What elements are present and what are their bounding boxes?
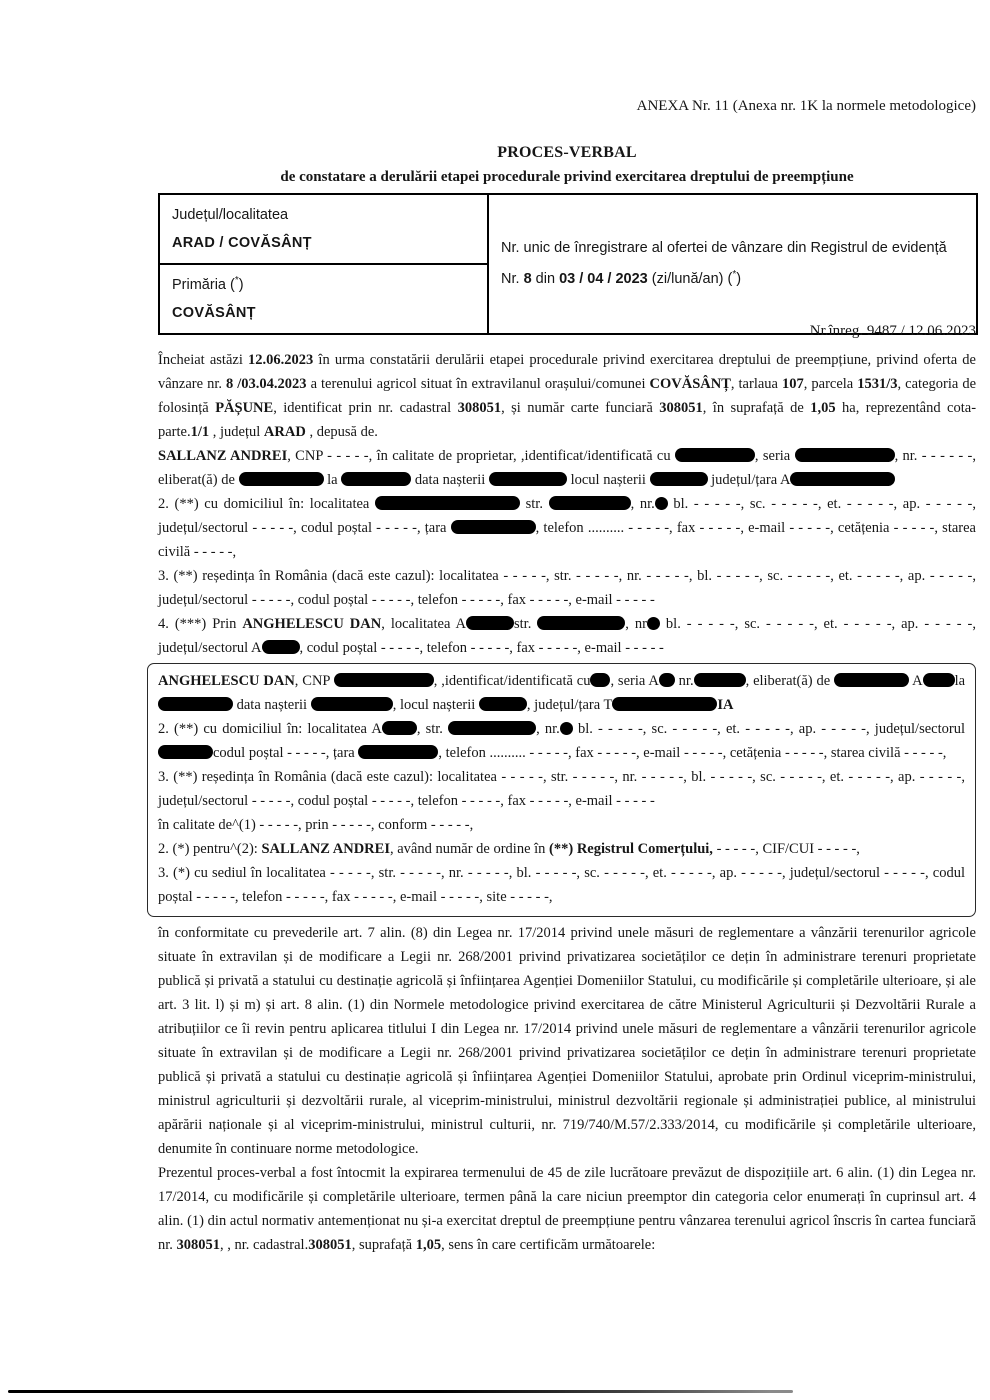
- redaction-mark: [451, 520, 536, 534]
- bold-text: (**) Registrul Comerțului,: [549, 841, 713, 857]
- registration-table: [158, 193, 978, 335]
- redaction-mark: [549, 496, 631, 510]
- intro-paragraph: Încheiat astăzi 12.06.2023 în urma constatării derulării etapei procedurale privind exercitarea dreptului de preempțiune, privind oferta de vânzare nr. 8 /03.04.2023 a terenului agricol situat în extravilanul orașului/comunei COVĂSÂNȚ, tarlaua 107, parcela 1531/3, categoria de folosință PĂȘUNE, identificat prin nr. cadastral 308051, și număr carte funciară 308051, în suprafață de 1,05 ha, reprezentând cota-parte.1/1 , județul ARAD , depusă de.: [158, 352, 977, 440]
- bold-text: 308051: [659, 400, 703, 416]
- bold-text: 308051: [176, 1237, 221, 1253]
- bold-text: SALLANZ ANDREI: [261, 841, 390, 857]
- bold-text: 1/1: [190, 424, 210, 440]
- representative-domicile-paragraph: 2. (**) cu domiciliul în: localitatea A , str. , nr. bl. - - - - -, sc. - - - - -, et. - - - - -, ap. - - - - -, județul/sectorul codul poștal - - - - -, țara , telefon .......... - - - - -, fax - - - - -, e-mail - - - - -, cetățenia - - - - -, starea civilă - - - - -,: [158, 721, 965, 761]
- redaction-mark: [448, 721, 536, 735]
- redaction-mark: [489, 472, 567, 486]
- bold-text: ARAD: [263, 424, 306, 440]
- redaction-mark: [382, 721, 417, 735]
- page-bottom-rule: [8, 1390, 793, 1393]
- redaction-mark: [334, 673, 434, 687]
- redaction-mark: [694, 673, 746, 687]
- redaction-mark: [158, 697, 233, 711]
- legal-basis-paragraph: în conformitate cu prevederile art. 7 alin. (8) din Legea nr. 17/2014 privind unele măsuri de reglementare a vânzării terenurilor agricole situate în extravilan și de modificare a Legii nr. 268/2001 privind privatizarea societăților ce dețin în administrare terenuri proprietate publică și privată a statului cu destinație agricolă și înființarea Agenției Domeniilor Statului, cu modificările și completările ulterioare, și ale art. 3 lit. l) și m) și art. 8 alin. (1) din Normele metodologice privind exercitarea de către Ministerul Agriculturii și Dezvoltării Rurale a atribuțiilor ce îi revin pentru aplicarea titlului I din Legea nr. 17/2014 privind unele măsuri de reglementare a vânzării terenurilor agricole situate în extravilan și de modificare a Legii nr. 268/2001 privind privatizarea societăților ce dețin în administrare terenuri proprietate publică și privată a statului cu destinație agricolă și înființarea Agenției Domeniilor Statului, aprobate prin Ordinul viceprim-ministrului, ministrul agriculturii și dezvoltării rurale, al viceprim-ministrului, ministrul dezvoltării regionale și administrației publice, al ministrului apărării naționale și al viceprim-ministrului, ministrul culturii, nr. 719/740/M.57/2.333/2014, cu modificările și completările ulterioare, denumite în continuare norme metodologice.: [158, 925, 976, 1157]
- table-row: [159, 194, 977, 264]
- registration-caption: Nr. unic de înregistrare al ofertei de vânzare din Registrul de evidență: [501, 240, 947, 256]
- redaction-mark: [790, 472, 895, 486]
- bold-text: 308051: [457, 400, 502, 416]
- document-title: PROCES-VERBAL: [497, 144, 637, 161]
- representative-residence-paragraph: 3. (**) reședința în România (dacă este cazul): localitatea - - - - -, str. - - - - -, nr. - - - - -, bl. - - - - -, sc. - - - - -, et. - - - - -, ap. - - - - -, județul/sectorul - - - - -, codul poștal - - - - -, telefon - - - - -, fax - - - - -, e-mail - - - - -: [158, 769, 965, 809]
- bold-text: PĂȘUNE: [215, 400, 274, 416]
- representative-identity-paragraph: ANGHELESCU DAN, CNP , ,identificat/identificată cu , seria A nr. , eliberat(ă) de A la data nașterii , locul nașterii , județul/țara T IA: [158, 673, 966, 713]
- seller-residence-paragraph: 3. (**) reședința în România (dacă este cazul): localitatea - - - - -, str. - - - - -, nr. - - - - -, bl. - - - - -, sc. - - - - -, et. - - - - -, ap. - - - - -, județul/sectorul - - - - -, codul poștal - - - - -, telefon - - - - -, fax - - - - -, e-mail - - - - -: [158, 568, 976, 608]
- seller-domicile-paragraph: 2. (**) cu domiciliul în: localitatea str. , nr. bl. - - - - -, sc. - - - - -, et. - - - - -, ap. - - - - -, județul/sectorul - - - - -, codul poștal - - - - -, țara , telefon .......... - - - - -, fax - - - - -, e-mail - - - - -, cetățenia - - - - -, starea civilă - - - - -,: [158, 496, 976, 560]
- representative-seat-paragraph: 3. (*) cu sediul în localitatea - - - - -, str. - - - - -, nr. - - - - -, bl. - - - - -, sc. - - - - -, et. - - - - -, ap. - - - - -, județul/sectorul - - - - -, codul poștal - - - - -, telefon - - - - -, fax - - - - -, e-mail - - - - -, site - - - - -,: [158, 865, 965, 905]
- redaction-mark: [466, 616, 514, 630]
- bold-text: 8: [523, 271, 532, 287]
- registry-entry-number: Nr.înreg. 9487 / 12.06.2023: [809, 323, 976, 339]
- bold-text: ANGHELESCU DAN: [242, 616, 382, 632]
- redaction-mark: [795, 448, 895, 462]
- redaction-mark: [834, 673, 909, 687]
- closing-paragraph: Prezentul proces-verbal a fost întocmit la expirarea termenului de 45 de zile lucrătoare prevăzut de dispozițiile art. 6 alin. (1) din Legea nr. 17/2014, cu modificările și completările ulterioare, termen până la care niciun preemptor din categoria celor enumerați în cuprinsul art. 4 alin. (1) din actul normativ antemenționat nu și-a exercitat dreptul de preempțiune pentru vânzarea terenului agricol înscris în cartea funciară nr. 308051, , nr. cadastral.308051, suprafață 1,05, sens în care certificăm următoarele:: [158, 1165, 976, 1253]
- redaction-mark: [650, 472, 708, 486]
- bold-text: 03 / 04 / 2023: [559, 271, 648, 287]
- redaction-mark: [612, 697, 717, 711]
- redaction-mark: [675, 448, 755, 462]
- redaction-mark: [158, 745, 213, 759]
- superscript-asterisk: *: [234, 275, 239, 287]
- bold-text: COVĂSÂNȚ: [649, 376, 731, 392]
- redaction-mark: [537, 616, 625, 630]
- bold-text: ANGHELESCU DAN: [158, 673, 295, 689]
- anexa-note: ANEXA Nr. 11 (Anexa nr. 1K la normele metodologice): [636, 98, 976, 114]
- redaction-mark: [375, 496, 520, 510]
- registration-number: Nr. 8 din 03 / 04 / 2023 (zi/lună/an) (*): [501, 269, 742, 287]
- county-label: Județul/localitatea: [172, 207, 289, 223]
- redaction-mark: [923, 673, 955, 687]
- redaction-mark: [239, 472, 324, 486]
- bold-text: 1,05: [810, 400, 836, 416]
- bold-text: 308051: [308, 1237, 352, 1253]
- primaria-label: Primăria (*): [172, 275, 244, 293]
- bold-text: 1531/3: [857, 376, 898, 392]
- redaction-mark: [341, 472, 411, 486]
- redaction-mark: [262, 640, 300, 654]
- redaction-mark: [647, 617, 660, 630]
- redaction-mark: [659, 673, 675, 687]
- redaction-mark: [479, 697, 527, 711]
- bold-text: 12.06.2023: [248, 352, 314, 368]
- primaria-value: COVĂSÂNȚ: [172, 305, 256, 321]
- redaction-mark: [311, 697, 393, 711]
- redaction-mark: [560, 722, 573, 735]
- superscript-asterisk: *: [732, 269, 737, 281]
- document-body: [158, 348, 976, 1257]
- county-value: ARAD / COVĂSÂNȚ: [172, 235, 312, 251]
- bold-text: IA: [717, 697, 734, 713]
- bold-text: 1,05: [415, 1237, 442, 1253]
- registration-number-cell: [488, 194, 977, 334]
- redaction-mark: [590, 673, 610, 687]
- bold-text: 107: [782, 376, 804, 392]
- representative-for-seller-paragraph: 2. (*) pentru^(2): SALLANZ ANDREI, având număr de ordine în (**) Registrul Comerțului, - - - - -, CIF/CUI - - - - -,: [158, 841, 860, 857]
- redaction-mark: [655, 497, 668, 510]
- representative-capacity-paragraph: în calitate de^(1) - - - - -, prin - - - - -, conform - - - - -,: [158, 817, 474, 833]
- document-subtitle: de constatare a derulării etapei procedurale privind exercitarea dreptului de preempțiune: [280, 169, 854, 185]
- seller-representative-paragraph: 4. (***) Prin ANGHELESCU DAN, localitatea A str. , nr bl. - - - - -, sc. - - - - -, et. - - - - -, ap. - - - - -, județul/sectorul A , codul poștal - - - - -, telefon - - - - -, fax - - - - -, e-mail - - - - -: [158, 616, 976, 656]
- representative-details-box: [147, 663, 976, 917]
- seller-identity-paragraph: SALLANZ ANDREI, CNP - - - - -, în calitate de proprietar, ,identificat/identificată cu , seria , nr. - - - - - -, eliberat(ă) de la data nașterii locul nașterii județul/țara A: [158, 448, 976, 488]
- redaction-mark: [358, 745, 438, 759]
- county-cell: [159, 194, 488, 264]
- bold-text: 8 /03.04.2023: [226, 376, 307, 392]
- bold-text: SALLANZ ANDREI: [158, 448, 288, 464]
